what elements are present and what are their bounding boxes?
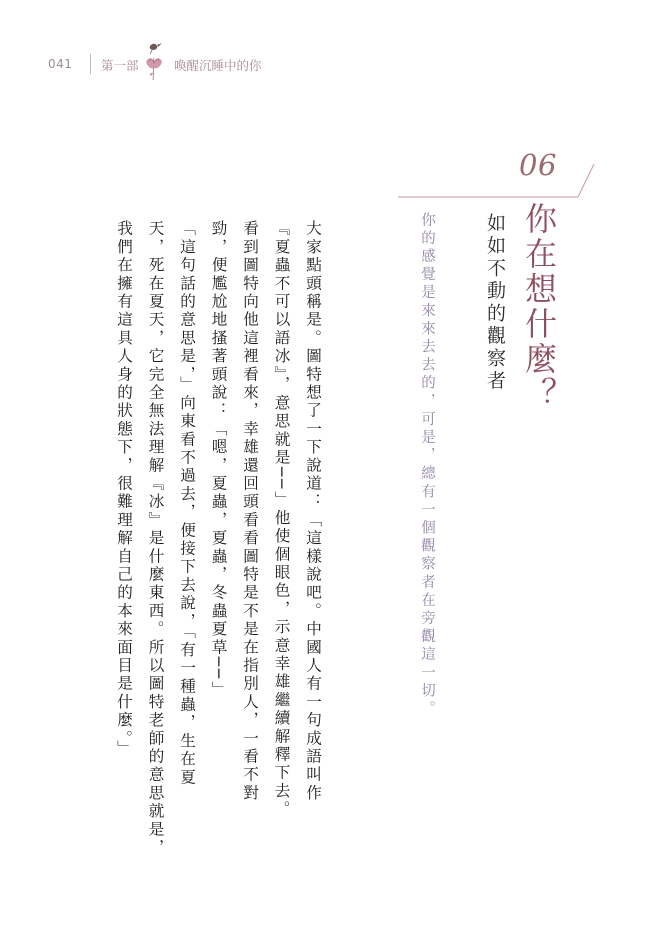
body-paragraph: 大家點頭稱是。圖特想了一下說道：「這樣說吧。中國人有一句成語叫作 <box>304 220 322 803</box>
body-paragraph: 『夏蟲不可以語冰』，意思就是──」他使個眼色，示意幸雄繼續解釋下去。 <box>272 220 291 819</box>
chapter-title: 你在想什麼？ <box>520 202 558 412</box>
chapter-note: 你的感覺是來來去去的，可是，總有一個觀察者在旁觀這一切。 <box>419 212 435 719</box>
body-paragraph: 我們在擁有這具人身的狀態下，很難理解自己的本來面目是什麼。」 <box>115 220 133 759</box>
book-title: 喚醒沉睡中的你 <box>174 58 262 73</box>
body-paragraph: 天，死在夏天，它完全無法理解『冰』是什麼東西。所以圖特老師的意思就是， <box>146 220 165 857</box>
part-label: 第一部 <box>101 58 139 73</box>
header-divider <box>90 54 91 74</box>
body-paragraph: 看到圖特向他這裡看來，幸雄還回頭看看圖特是不是在指別人，一看不對 <box>241 220 259 803</box>
body-paragraph: 「這句話的意思是，」向東看不過去，便接下去說，「有一種蟲，生在夏 <box>178 220 196 787</box>
chapter-subtitle: 如如不動的觀察者 <box>484 213 506 393</box>
chapter-rule <box>398 160 610 200</box>
flower-bird-icon <box>140 38 168 82</box>
body-paragraph: 勁，便尷尬地搔著頭說：「嗯，夏蟲，夏蟲，冬蟲夏草──」 <box>209 220 228 699</box>
body-text <box>108 220 329 870</box>
page-number: 041 <box>48 57 73 71</box>
chapter-number: 06 <box>519 148 557 182</box>
